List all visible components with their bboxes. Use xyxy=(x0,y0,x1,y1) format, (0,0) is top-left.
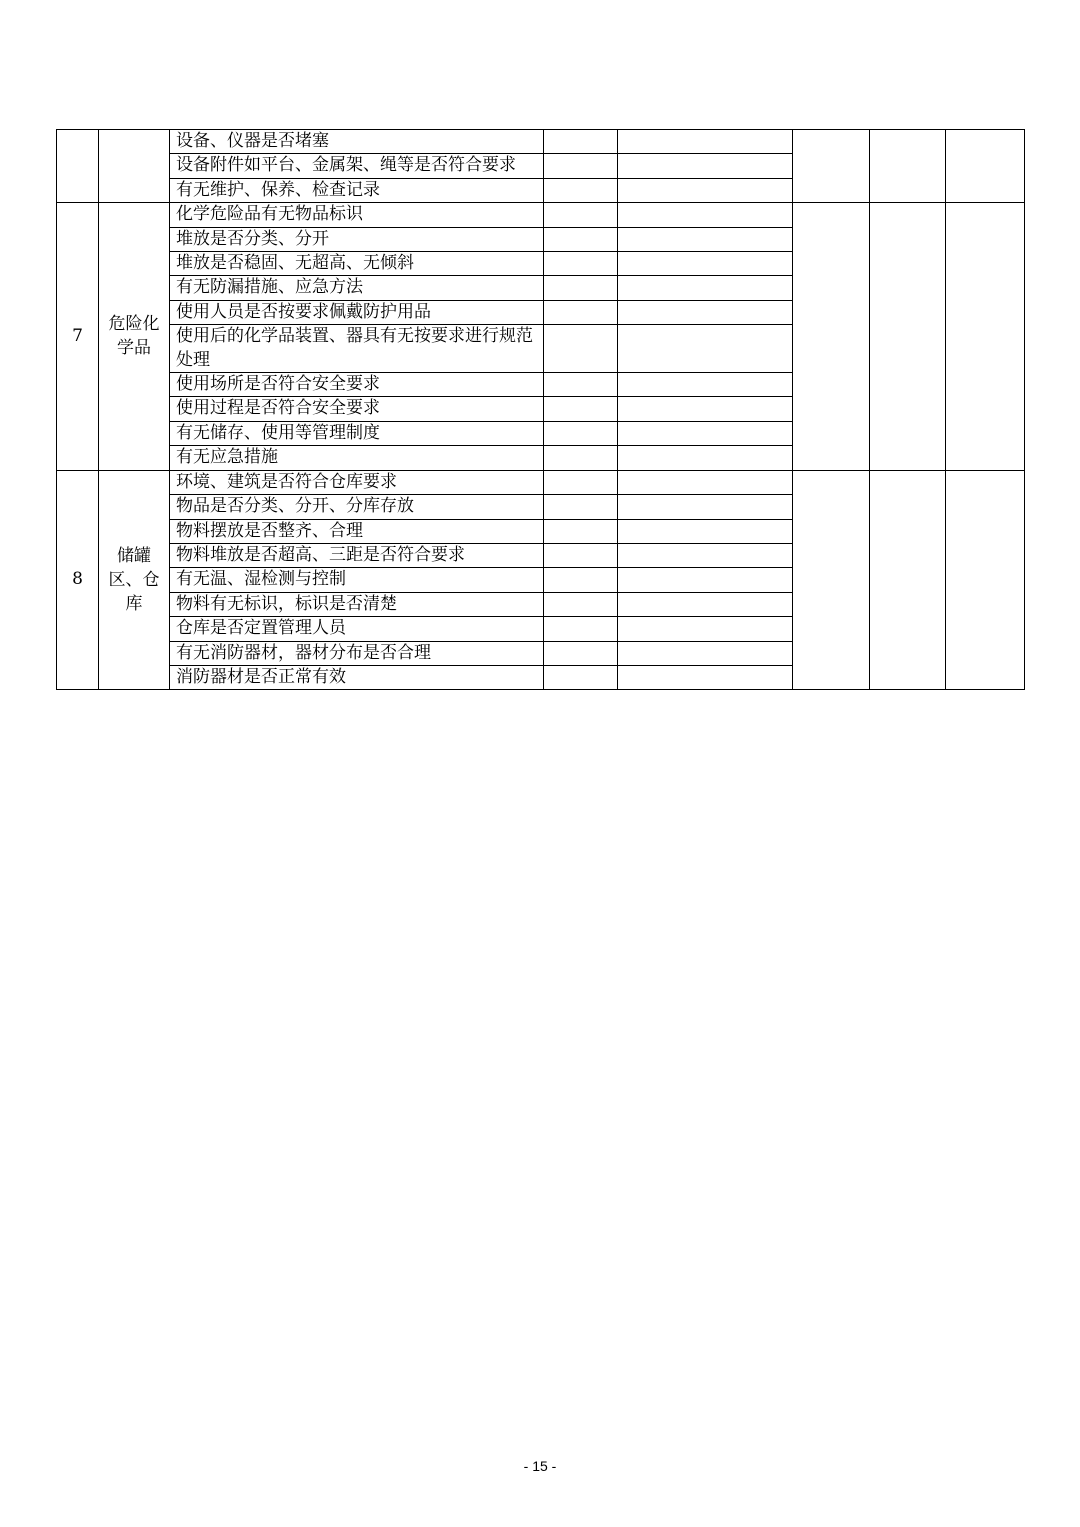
section-category xyxy=(99,130,170,203)
result-cell xyxy=(544,543,618,567)
check-item: 使用场所是否符合安全要求 xyxy=(170,373,544,397)
inspection-checklist-table xyxy=(56,129,1025,690)
check-item: 设备、仪器是否堵塞 xyxy=(170,130,544,154)
result-cell xyxy=(618,252,793,276)
check-item: 有无温、湿检测与控制 xyxy=(170,568,544,592)
section-remark-cell xyxy=(946,470,1025,690)
table-row xyxy=(57,130,1025,154)
result-cell xyxy=(544,276,618,300)
check-item: 有无防漏措施、应急方法 xyxy=(170,276,544,300)
result-cell xyxy=(618,421,793,445)
check-item: 有无应急措施 xyxy=(170,446,544,470)
result-cell xyxy=(618,300,793,324)
table-row xyxy=(57,470,1025,494)
result-cell xyxy=(618,446,793,470)
section-remark-cell xyxy=(870,470,946,690)
result-cell xyxy=(618,495,793,519)
result-cell xyxy=(544,470,618,494)
result-cell xyxy=(618,325,793,373)
table-body xyxy=(57,130,1025,690)
result-cell xyxy=(544,325,618,373)
result-cell xyxy=(618,470,793,494)
result-cell xyxy=(544,154,618,178)
section-category: 储罐区、仓库 xyxy=(99,470,170,690)
result-cell xyxy=(618,130,793,154)
check-item: 使用人员是否按要求佩戴防护用品 xyxy=(170,300,544,324)
table-row xyxy=(57,203,1025,227)
section-remark-cell xyxy=(870,203,946,470)
result-cell xyxy=(618,568,793,592)
check-item: 使用后的化学品装置、器具有无按要求进行规范处理 xyxy=(170,325,544,373)
result-cell xyxy=(618,543,793,567)
check-item: 消防器材是否正常有效 xyxy=(170,665,544,689)
check-item: 堆放是否稳固、无超高、无倾斜 xyxy=(170,252,544,276)
section-remark-cell xyxy=(793,470,870,690)
result-cell xyxy=(544,300,618,324)
page-number: - 15 - xyxy=(523,1458,557,1474)
result-cell xyxy=(618,178,793,202)
result-cell xyxy=(544,421,618,445)
result-cell xyxy=(544,641,618,665)
result-cell xyxy=(544,617,618,641)
result-cell xyxy=(618,592,793,616)
check-item: 物品是否分类、分开、分库存放 xyxy=(170,495,544,519)
result-cell xyxy=(618,227,793,251)
section-remark-cell xyxy=(946,130,1025,203)
result-cell xyxy=(544,203,618,227)
check-item: 有无储存、使用等管理制度 xyxy=(170,421,544,445)
result-cell xyxy=(618,641,793,665)
check-item: 使用过程是否符合安全要求 xyxy=(170,397,544,421)
result-cell xyxy=(544,495,618,519)
result-cell xyxy=(618,665,793,689)
check-item: 物料堆放是否超高、三距是否符合要求 xyxy=(170,543,544,567)
result-cell xyxy=(618,397,793,421)
result-cell xyxy=(544,178,618,202)
result-cell xyxy=(618,373,793,397)
result-cell xyxy=(618,203,793,227)
check-item: 有无消防器材，器材分布是否合理 xyxy=(170,641,544,665)
result-cell xyxy=(618,519,793,543)
section-number xyxy=(57,130,99,203)
section-number: 7 xyxy=(57,203,99,470)
section-number: 8 xyxy=(57,470,99,690)
result-cell xyxy=(544,227,618,251)
check-item: 化学危险品有无物品标识 xyxy=(170,203,544,227)
check-item: 物料有无标识，标识是否清楚 xyxy=(170,592,544,616)
section-remark-cell xyxy=(946,203,1025,470)
result-cell xyxy=(544,519,618,543)
result-cell xyxy=(544,252,618,276)
result-cell xyxy=(544,592,618,616)
result-cell xyxy=(618,154,793,178)
result-cell xyxy=(618,617,793,641)
check-item: 有无维护、保养、检查记录 xyxy=(170,178,544,202)
result-cell xyxy=(544,568,618,592)
section-category: 危险化学品 xyxy=(99,203,170,470)
check-item: 仓库是否定置管理人员 xyxy=(170,617,544,641)
section-remark-cell xyxy=(793,203,870,470)
result-cell xyxy=(544,397,618,421)
check-item: 堆放是否分类、分开 xyxy=(170,227,544,251)
check-item: 物料摆放是否整齐、合理 xyxy=(170,519,544,543)
result-cell xyxy=(544,446,618,470)
section-remark-cell xyxy=(870,130,946,203)
section-remark-cell xyxy=(793,130,870,203)
check-item: 设备附件如平台、金属架、绳等是否符合要求 xyxy=(170,154,544,178)
check-item: 环境、建筑是否符合仓库要求 xyxy=(170,470,544,494)
result-cell xyxy=(544,130,618,154)
result-cell xyxy=(618,276,793,300)
result-cell xyxy=(544,665,618,689)
result-cell xyxy=(544,373,618,397)
